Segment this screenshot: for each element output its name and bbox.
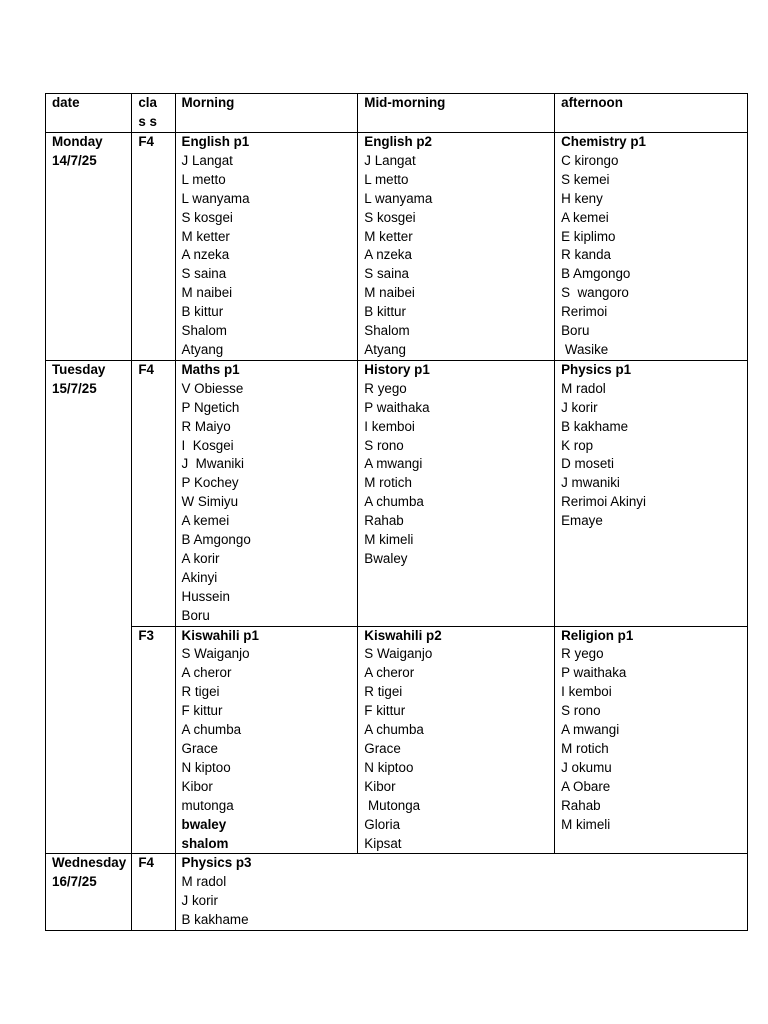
invigilator-name: Grace <box>181 741 218 756</box>
table-row <box>46 626 748 854</box>
invigilator-name: A nzeka <box>181 247 230 263</box>
class-cell: F4 <box>132 133 175 361</box>
invigilator-name: S rono <box>364 437 404 453</box>
invigilator-name: Shalom <box>181 323 227 339</box>
date-cell <box>46 360 132 854</box>
class-cell: F4 <box>132 360 175 626</box>
class-cell: F4 <box>132 854 175 931</box>
invigilator-name: A cheror <box>364 665 415 681</box>
invigilator-name: F kittur <box>181 703 223 719</box>
invigilator-name: Bwaley <box>364 550 408 566</box>
invigilator-name: Boru <box>181 607 210 623</box>
invigilator-name: M radol <box>181 874 227 890</box>
invigilator-name: Kibor <box>181 778 213 794</box>
table-row <box>46 360 748 626</box>
invigilator-name: Boru <box>561 323 590 339</box>
subject-label: Kiswahili p2 <box>364 627 442 643</box>
invigilator-name: C kirongo <box>561 152 619 168</box>
invigilator-name: A kemei <box>181 513 230 529</box>
date-cell <box>46 854 132 931</box>
invigilator-name: S kosgei <box>181 209 233 225</box>
invigilator-name: J Langat <box>181 152 233 168</box>
invigilator-name: M rotich <box>364 475 412 491</box>
subject-label: History p1 <box>364 361 430 377</box>
invigilator-name: S Waiganjo <box>181 646 250 662</box>
invigilator-name: Atyang <box>181 341 224 357</box>
invigilator-name: L metto <box>364 171 409 187</box>
afternoon-cell <box>555 360 748 626</box>
invigilator-name: J Langat <box>364 152 416 168</box>
invigilator-name: M kimeli <box>561 816 611 832</box>
invigilator-name: shalom <box>181 835 229 851</box>
invigilator-name: A kemei <box>561 209 609 225</box>
header-row <box>46 94 748 133</box>
invigilator-name: A Obare <box>561 778 611 794</box>
invigilator-name: R yego <box>561 646 604 662</box>
invigilator-name: F kittur <box>364 703 406 719</box>
invigilator-name: J korir <box>181 893 218 909</box>
invigilator-name: Rerimoi <box>561 304 608 320</box>
subject-label: Physics p1 <box>561 361 632 377</box>
invigilator-name: Rerimoi Akinyi <box>561 494 646 510</box>
subject-label: English p1 <box>181 134 250 149</box>
invigilator-name: A nzeka <box>364 247 412 263</box>
invigilator-name: M ketter <box>181 228 230 244</box>
timetable-table <box>45 93 748 931</box>
invigilator-name: R Maiyo <box>181 418 231 434</box>
invigilator-name: mutonga <box>181 797 234 813</box>
invigilator-name: S wangoro <box>561 285 629 301</box>
invigilator-name: M ketter <box>364 228 413 244</box>
invigilator-name: I kemboi <box>364 418 415 434</box>
invigilator-name: S kemei <box>561 171 610 187</box>
invigilator-name: S Waiganjo <box>364 646 433 662</box>
invigilator-name: Kipsat <box>364 835 402 851</box>
header-mid-morning: Mid-morning <box>358 94 555 133</box>
invigilator-name: K rop <box>561 437 594 453</box>
invigilator-name: P Kochey <box>181 475 239 491</box>
invigilator-name: B Amgongo <box>561 266 631 282</box>
invigilator-name: A chumba <box>181 722 242 738</box>
invigilator-name: M naibei <box>181 285 233 301</box>
subject-label: Religion p1 <box>561 627 634 643</box>
invigilator-name: Hussein <box>181 588 230 604</box>
invigilator-name: S saina <box>181 266 227 282</box>
invigilator-name: S saina <box>364 266 409 282</box>
invigilator-name: N kiptoo <box>181 759 231 775</box>
invigilator-name: B kittur <box>181 304 224 320</box>
day-name: Tuesday <box>52 361 106 377</box>
table-row <box>46 133 748 361</box>
invigilator-name: B kakhame <box>181 912 249 928</box>
header-date: date <box>46 94 132 133</box>
invigilator-name: B Amgongo <box>181 532 251 548</box>
mid-morning-cell <box>358 360 555 626</box>
invigilator-name: Emaye <box>561 513 603 529</box>
invigilator-name: L metto <box>181 171 226 187</box>
day-date: 14/7/25 <box>52 152 97 168</box>
morning-cell <box>175 133 358 361</box>
invigilator-name: Grace <box>364 741 401 756</box>
subject-label: Physics p3 <box>181 855 252 871</box>
invigilator-name: H keny <box>561 190 603 206</box>
invigilator-name: Rahab <box>364 513 404 529</box>
invigilator-name: A korir <box>181 550 220 566</box>
afternoon-cell <box>555 626 748 854</box>
table-row <box>46 854 748 931</box>
header-afternoon: afternoon <box>555 94 748 133</box>
day-name: Wednesday <box>52 855 127 871</box>
invigilator-name: Shalom <box>364 323 410 339</box>
invigilator-name: M kimeli <box>364 532 414 548</box>
invigilator-name: L wanyama <box>181 190 250 206</box>
invigilator-name: J okumu <box>561 759 612 775</box>
day-date: 15/7/25 <box>52 380 97 396</box>
invigilator-name: R yego <box>364 380 407 396</box>
invigilator-name: Wasike <box>561 341 609 357</box>
invigilator-name: D moseti <box>561 456 614 472</box>
invigilator-name: J korir <box>561 399 598 415</box>
invigilator-name: P waithaka <box>364 399 430 415</box>
invigilator-name: N kiptoo <box>364 759 414 775</box>
invigilator-name: R tigei <box>181 684 220 700</box>
invigilator-name: Atyang <box>364 341 406 357</box>
header-class <box>132 94 175 133</box>
invigilator-name: S kosgei <box>364 209 416 225</box>
invigilator-name: L wanyama <box>364 190 433 206</box>
invigilator-name: I kemboi <box>561 684 612 700</box>
invigilator-name: E kiplimo <box>561 228 616 244</box>
morning-cell <box>175 626 358 854</box>
invigilator-name: Kibor <box>364 778 396 794</box>
invigilator-name: Akinyi <box>181 569 218 585</box>
header-morning: Morning <box>175 94 358 133</box>
invigilator-name: A mwangi <box>364 456 423 472</box>
subject-label: Maths p1 <box>181 361 240 377</box>
morning-cell <box>175 854 747 931</box>
invigilator-name: A chumba <box>364 494 424 510</box>
mid-morning-cell <box>358 626 555 854</box>
invigilator-name: M rotich <box>561 741 609 756</box>
invigilator-name: I Kosgei <box>181 437 234 453</box>
invigilator-name: M naibei <box>364 285 415 301</box>
invigilator-name: A cheror <box>181 665 232 681</box>
invigilator-name: A chumba <box>364 722 424 738</box>
invigilator-name: J mwaniki <box>561 475 620 491</box>
invigilator-name: J Mwaniki <box>181 456 245 472</box>
invigilator-name: Gloria <box>364 816 401 832</box>
exam-timetable <box>45 93 748 931</box>
invigilator-name: Rahab <box>561 797 601 813</box>
invigilator-name: S rono <box>561 703 601 719</box>
subject-label: English p2 <box>364 134 433 149</box>
invigilator-name: A mwangi <box>561 722 620 738</box>
subject-label: Kiswahili p1 <box>181 627 259 643</box>
day-date: 16/7/25 <box>52 874 97 890</box>
header-class-label: clas s <box>138 95 157 129</box>
day-name: Monday <box>52 134 103 149</box>
invigilator-name: P waithaka <box>561 665 627 681</box>
subject-label: Chemistry p1 <box>561 134 646 149</box>
invigilator-name: V Obiesse <box>181 380 244 396</box>
invigilator-name: R kanda <box>561 247 611 263</box>
invigilator-name: Mutonga <box>364 797 421 813</box>
mid-morning-cell <box>358 133 555 361</box>
invigilator-name: bwaley <box>181 816 227 832</box>
invigilator-name: W Simiyu <box>181 494 239 510</box>
invigilator-name: P Ngetich <box>181 399 240 415</box>
invigilator-name: B kittur <box>364 304 406 320</box>
morning-cell <box>175 360 358 626</box>
class-cell: F3 <box>132 626 175 854</box>
invigilator-name: M radol <box>561 380 606 396</box>
invigilator-name: R tigei <box>364 684 403 700</box>
afternoon-cell <box>555 133 748 361</box>
invigilator-name: B kakhame <box>561 418 629 434</box>
date-cell <box>46 133 132 361</box>
